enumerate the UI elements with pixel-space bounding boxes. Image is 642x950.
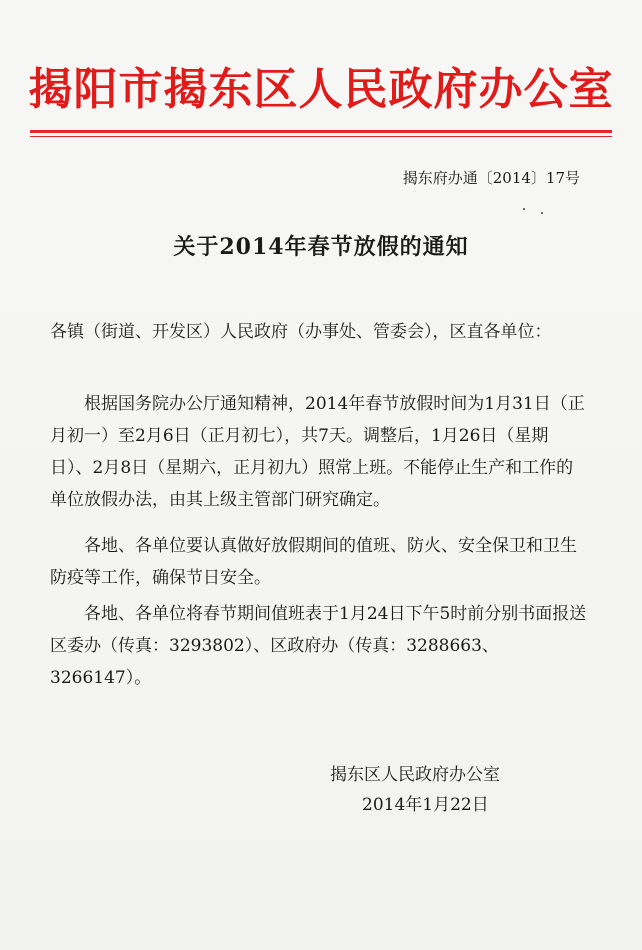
signature-organization: 揭东区人民政府办公室 xyxy=(330,765,500,785)
masthead-title: 揭阳市揭东区人民政府办公室 xyxy=(28,64,614,115)
salutation: 各镇（街道、开发区）人民政府（办事处、管委会），区直各单位： xyxy=(50,322,552,342)
body-paragraph-duty-roster: 各地、各单位将春节期间值班表于1月24日下午5时前分别书面报送区委办（传真：3293802）、区政府办（传真：3288663、3266147）。 xyxy=(50,604,587,688)
scan-speck xyxy=(523,208,525,210)
body-paragraph-holiday-schedule: 根据国务院办公厅通知精神，2014年春节放假时间为1月31日（正月初一）至2月6日（正月初七），共7天。调整后，1月26日（星期日）、2月8日（星期六，正月初九）照常上班。不能停止生产和工作的单位放假办法，由其上级主管部门研究确定。 xyxy=(50,394,585,510)
scan-speck xyxy=(541,212,543,214)
signature-date: 2014年1月22日 xyxy=(362,795,489,815)
document-number: 揭东府办通〔2014〕17号 xyxy=(402,169,580,187)
body-paragraph-duty-safety: 各地、各单位要认真做好放假期间的值班、防火、安全保卫和卫生防疫等工作，确保节日安全。 xyxy=(50,536,577,588)
red-header-rule xyxy=(30,130,612,133)
red-header-rule-thin xyxy=(30,136,612,137)
signature-block xyxy=(330,760,570,820)
document-title: 关于2014年春节放假的通知 xyxy=(173,234,469,260)
